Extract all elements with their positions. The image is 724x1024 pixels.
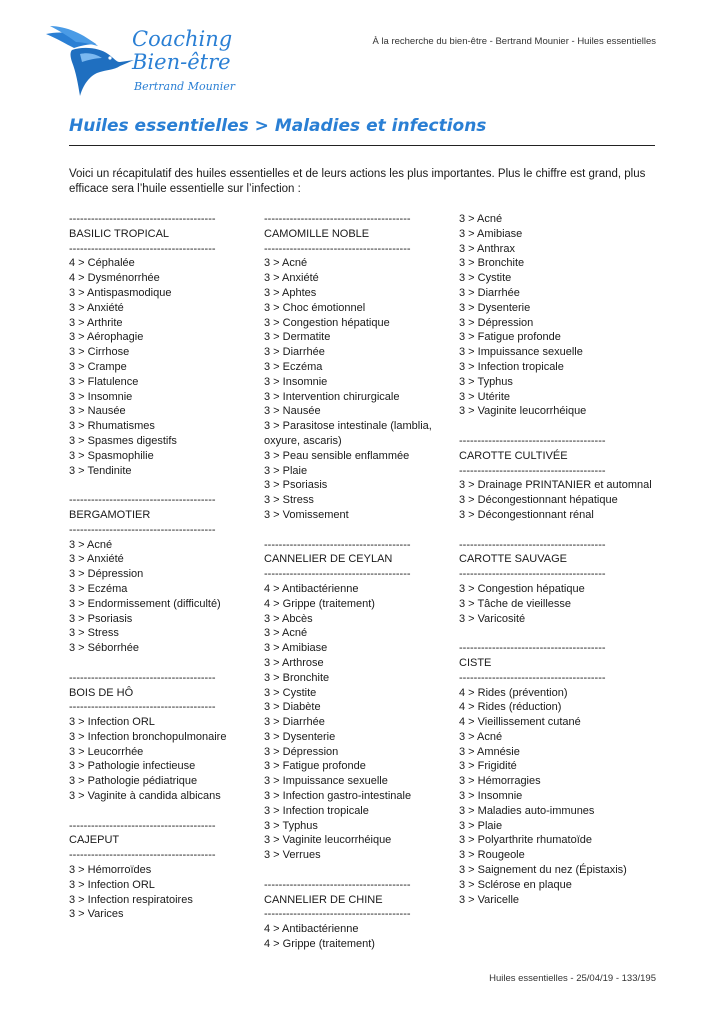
- list-item: 3 > Eczéma: [69, 582, 128, 595]
- list-item: 3 > Endormissement (difficulté): [69, 597, 221, 610]
- list-item: 3 > Varicelle: [459, 893, 520, 906]
- list-item: 3 > Acné: [459, 213, 503, 225]
- list-item: 3 > Vomissement: [264, 508, 349, 521]
- list-item: 3 > Vaginite à candida albicans: [69, 790, 221, 803]
- oil-heading: CANNELIER DE CHINE: [264, 893, 383, 906]
- separator-line: ----------------------------------------: [459, 464, 606, 477]
- list-item: 3 > Verrues: [264, 849, 321, 862]
- list-item: 3 > Saignement du nez (Épistaxis): [459, 864, 627, 877]
- spacer: [459, 523, 659, 538]
- list-item: 3 > Dépression: [264, 745, 339, 758]
- list-item: 3 > Amibiase: [264, 642, 328, 655]
- list-item: 3 > Rhumatismes: [69, 420, 155, 433]
- list-item: 3 > Vaginite leucorrhéique: [264, 834, 392, 847]
- list-item: 3 > Diarrhée: [264, 346, 325, 359]
- list-item: 3 > Insomnie: [69, 390, 133, 403]
- list-item: 3 > Stress: [69, 627, 119, 640]
- separator-line: ----------------------------------------: [459, 642, 606, 655]
- list-item: 3 > Infection tropicale: [459, 360, 564, 373]
- logo: [44, 22, 244, 102]
- list-item: 3 > Dysenterie: [264, 730, 336, 743]
- list-item: 3 > Psoriasis: [264, 479, 328, 492]
- list-item: 3 > Varicosité: [459, 612, 526, 625]
- list-item: 4 > Vieillissement cutané: [459, 716, 581, 729]
- list-item: 3 > Hémorroïdes: [69, 864, 152, 877]
- brand-name-line2: Bien-être: [132, 50, 231, 74]
- spacer: [69, 656, 259, 671]
- separator-line: ----------------------------------------: [69, 849, 216, 862]
- separator-line: ----------------------------------------: [264, 213, 411, 225]
- list-item: 3 > Frigidité: [459, 760, 517, 773]
- list-item: 3 > Dépression: [459, 316, 534, 329]
- separator-line: ----------------------------------------: [264, 878, 411, 891]
- hummingbird-icon: [44, 22, 136, 102]
- oil-heading: CAMOMILLE NOBLE: [264, 227, 370, 240]
- list-item: 3 > Dermatite: [264, 331, 331, 344]
- separator-line: ----------------------------------------: [459, 671, 606, 684]
- list-item: 3 > Drainage PRINTANIER et automnal: [459, 479, 652, 492]
- spacer: [69, 478, 259, 493]
- brand-author: Bertrand Mounier: [134, 80, 236, 93]
- list-item: 3 > Bronchite: [459, 257, 525, 270]
- list-item: 3 > Diabète: [264, 701, 321, 714]
- list-item: 3 > Leucorrhée: [69, 745, 144, 758]
- column-3: [459, 212, 659, 907]
- spacer: [264, 523, 454, 538]
- oil-heading: BASILIC TROPICAL: [69, 227, 170, 240]
- list-item: 3 > Amnésie: [459, 745, 520, 758]
- list-item: 3 > Anthrax: [459, 242, 515, 255]
- list-item: 3 > Typhus: [264, 819, 318, 832]
- list-item: 4 > Antibactérienne: [264, 582, 359, 595]
- list-item: 3 > Varices: [69, 908, 124, 921]
- list-item: 3 > Infection ORL: [69, 878, 155, 891]
- column-2: [264, 212, 454, 952]
- list-item: 3 > Maladies auto-immunes: [459, 804, 595, 817]
- list-item: 3 > Cystite: [264, 686, 317, 699]
- brand-name-line1: Coaching: [132, 27, 233, 51]
- list-item: 3 > Congestion hépatique: [459, 582, 585, 595]
- list-item: 3 > Choc émotionnel: [264, 301, 366, 314]
- list-item: 3 > Parasitose intestinale (lamblia, oxyure, ascaris): [264, 420, 432, 447]
- list-item: 3 > Rougeole: [459, 849, 525, 862]
- separator-line: ----------------------------------------: [264, 242, 411, 255]
- list-item: 3 > Fatigue profonde: [264, 760, 366, 773]
- list-item: 3 > Infection ORL: [69, 716, 155, 729]
- list-item: 3 > Infection tropicale: [264, 804, 369, 817]
- list-item: 3 > Abcès: [264, 612, 313, 625]
- list-item: 3 > Acné: [459, 730, 503, 743]
- separator-line: ----------------------------------------: [69, 213, 216, 225]
- list-item: 3 > Crampe: [69, 360, 127, 373]
- list-item: 3 > Hémorragies: [459, 775, 541, 788]
- separator-line: ----------------------------------------: [264, 908, 411, 921]
- list-item: 3 > Arthrose: [264, 656, 324, 669]
- list-item: 3 > Insomnie: [459, 790, 523, 803]
- list-item: 3 > Sclérose en plaque: [459, 878, 572, 891]
- list-item: 3 > Plaie: [459, 819, 503, 832]
- list-item: 3 > Acné: [69, 538, 113, 551]
- oil-heading: CAROTTE SAUVAGE: [459, 553, 567, 566]
- separator-line: ----------------------------------------: [264, 538, 411, 551]
- oil-heading: CAJEPUT: [69, 834, 120, 847]
- list-item: 3 > Plaie: [264, 464, 308, 477]
- list-item: 3 > Décongestionnant rénal: [459, 508, 594, 521]
- list-item: 3 > Pathologie infectieuse: [69, 760, 196, 773]
- list-item: 3 > Infection respiratoires: [69, 893, 193, 906]
- page-footer: Huiles essentielles - 25/04/19 - 133/195: [489, 973, 656, 984]
- list-item: 3 > Intervention chirurgicale: [264, 390, 400, 403]
- list-item: 3 > Anxiété: [264, 272, 319, 285]
- list-item: 3 > Aérophagie: [69, 331, 144, 344]
- separator-line: ----------------------------------------: [69, 242, 216, 255]
- spacer: [264, 863, 454, 878]
- list-item: 3 > Amibiase: [459, 227, 523, 240]
- separator-line: ----------------------------------------: [459, 568, 606, 581]
- oil-heading: BOIS DE HÔ: [69, 686, 134, 699]
- separator-line: ----------------------------------------: [459, 538, 606, 551]
- list-item: 3 > Insomnie: [264, 375, 328, 388]
- oil-heading: CAROTTE CULTIVÉE: [459, 449, 568, 462]
- list-item: 3 > Nausée: [69, 405, 126, 418]
- list-item: 3 > Fatigue profonde: [459, 331, 561, 344]
- list-item: 4 > Antibactérienne: [264, 923, 359, 936]
- list-item: 3 > Eczéma: [264, 360, 323, 373]
- list-item: 3 > Dépression: [69, 568, 144, 581]
- list-item: 3 > Tendinite: [69, 464, 132, 477]
- list-item: 3 > Arthrite: [69, 316, 123, 329]
- oil-heading: BERGAMOTIER: [69, 508, 151, 521]
- list-item: 3 > Impuissance sexuelle: [459, 346, 583, 359]
- list-item: 3 > Infection bronchopulmonaire: [69, 730, 227, 743]
- list-item: 3 > Nausée: [264, 405, 321, 418]
- list-item: 3 > Utérite: [459, 390, 511, 403]
- separator-line: ----------------------------------------: [69, 523, 216, 536]
- column-1: [69, 212, 259, 922]
- oil-heading: CISTE: [459, 656, 492, 669]
- list-item: 3 > Cirrhose: [69, 346, 130, 359]
- list-item: 3 > Vaginite leucorrhéique: [459, 405, 587, 418]
- list-item: 3 > Dysenterie: [459, 301, 531, 314]
- list-item: 4 > Grippe (traitement): [264, 938, 375, 951]
- list-item: 3 > Psoriasis: [69, 612, 133, 625]
- list-item: 3 > Aphtes: [264, 286, 317, 299]
- list-item: 3 > Bronchite: [264, 671, 330, 684]
- list-item: 3 > Acné: [264, 627, 308, 640]
- spacer: [459, 626, 659, 641]
- list-item: 3 > Flatulence: [69, 375, 139, 388]
- list-item: 3 > Spasmophilie: [69, 449, 154, 462]
- intro-paragraph: Voici un récapitulatif des huiles essentielles et de leurs actions les plus importantes. Plus le chiffre est grand, plus efficace sera l’huile essentielle sur l’infection :: [69, 168, 646, 195]
- list-item: 4 > Grippe (traitement): [264, 597, 375, 610]
- spacer: [69, 804, 259, 819]
- header-meta: À la recherche du bien-être - Bertrand Mounier - Huiles essentielles: [372, 36, 656, 47]
- separator-line: ----------------------------------------: [69, 671, 216, 684]
- list-item: 3 > Séborrhée: [69, 642, 140, 655]
- list-item: 3 > Diarrhée: [264, 716, 325, 729]
- list-item: 3 > Typhus: [459, 375, 513, 388]
- list-item: 3 > Stress: [264, 494, 314, 507]
- list-item: 3 > Infection gastro-intestinale: [264, 790, 412, 803]
- separator-line: ----------------------------------------: [264, 568, 411, 581]
- list-item: 4 > Céphalée: [69, 257, 135, 270]
- spacer: [459, 419, 659, 434]
- list-item: 3 > Diarrhée: [459, 286, 520, 299]
- list-item: 3 > Décongestionnant hépatique: [459, 494, 618, 507]
- list-item: 3 > Acné: [264, 257, 308, 270]
- list-item: 3 > Anxiété: [69, 553, 124, 566]
- title-divider: [69, 145, 655, 146]
- list-item: 3 > Cystite: [459, 272, 512, 285]
- list-item: 3 > Impuissance sexuelle: [264, 775, 388, 788]
- list-item: 4 > Rides (prévention): [459, 686, 568, 699]
- list-item: 3 > Antispasmodique: [69, 286, 172, 299]
- list-item: 3 > Polyarthrite rhumatoïde: [459, 834, 592, 847]
- separator-line: ----------------------------------------: [459, 434, 606, 447]
- separator-line: ----------------------------------------: [69, 819, 216, 832]
- list-item: 3 > Spasmes digestifs: [69, 434, 177, 447]
- list-item: 4 > Dysménorrhée: [69, 272, 160, 285]
- list-item: 4 > Rides (réduction): [459, 701, 562, 714]
- list-item: 3 > Pathologie pédiatrique: [69, 775, 198, 788]
- list-item: 3 > Congestion hépatique: [264, 316, 390, 329]
- separator-line: ----------------------------------------: [69, 494, 216, 507]
- list-item: 3 > Peau sensible enflammée: [264, 449, 410, 462]
- separator-line: ----------------------------------------: [69, 701, 216, 714]
- list-item: 3 > Tâche de vieillesse: [459, 597, 572, 610]
- list-item: 3 > Anxiété: [69, 301, 124, 314]
- oil-heading: CANNELIER DE CEYLAN: [264, 553, 393, 566]
- page-title: Huiles essentielles > Maladies et infections: [69, 116, 487, 136]
